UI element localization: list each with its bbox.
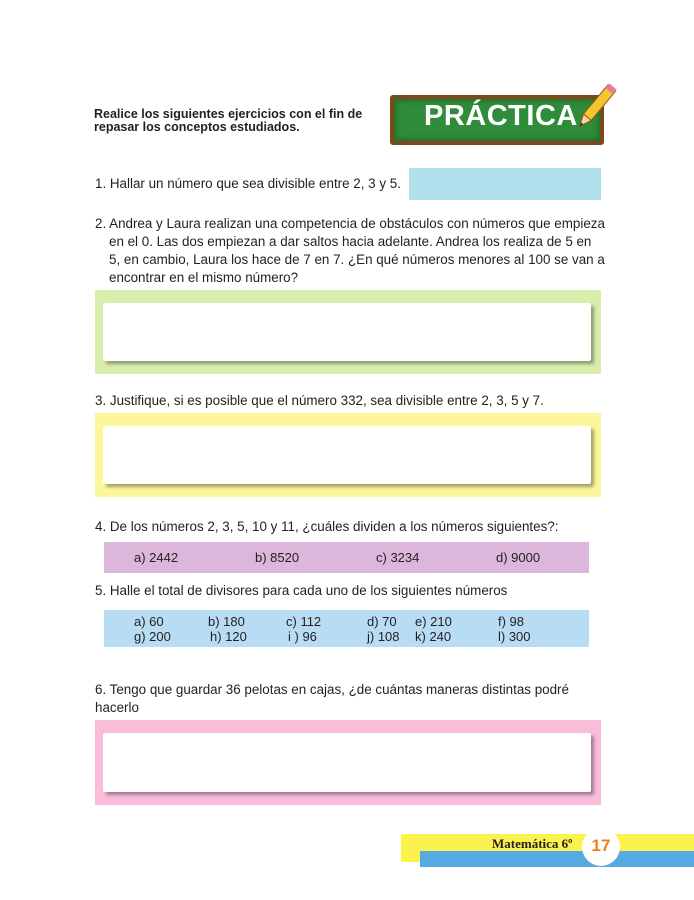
answer-box-1[interactable]	[409, 168, 601, 200]
option-b: b) 180	[208, 614, 245, 629]
question-1: 1. Hallar un número que sea divisible entre 2, 3 y 5.	[95, 176, 401, 191]
answer-area-6[interactable]	[103, 733, 591, 792]
option-e: e) 210	[415, 614, 452, 629]
question-4-options	[104, 542, 589, 573]
option-c: c) 112	[286, 614, 322, 629]
option-g: g) 200	[134, 629, 171, 644]
question-3: 3. Justifique, si es posible que el número 332, sea divisible entre 2, 3, 5 y 7.	[95, 393, 544, 408]
question-5: 5. Halle el total de divisores para cada uno de los siguientes números	[95, 583, 508, 598]
option-j: j) 108	[367, 629, 400, 644]
question-6-line-1: 6. Tengo que guardar 36 pelotas en cajas, ¿de cuántas maneras distintas podré hacerlo	[95, 682, 569, 715]
footer-band-blue	[420, 851, 694, 867]
answer-area-2[interactable]	[103, 303, 591, 361]
option-a: a) 60	[134, 614, 164, 629]
option-b: b) 8520	[255, 550, 300, 565]
practice-title: PRÁCTICA	[424, 100, 578, 132]
answer-area-3[interactable]	[103, 426, 591, 484]
option-k: k) 240	[415, 629, 452, 644]
option-f: f) 98	[498, 614, 525, 629]
option-d: d) 70	[367, 614, 397, 629]
page-number: 17	[591, 836, 611, 855]
answer-frame-2	[95, 290, 601, 374]
question-2-line-1: 2. Andrea y Laura realizan una competencia de obstáculos con números que empieza	[95, 216, 605, 231]
instructions-text: Realice los siguientes ejercicios con el fin de repasar los conceptos estudiados.	[94, 107, 363, 134]
option-c: c) 3234	[376, 550, 420, 565]
answer-frame-3	[95, 413, 601, 497]
footer-subject: Matemática 6º	[492, 836, 573, 851]
pencil-icon	[570, 80, 620, 136]
option-h: h) 120	[210, 629, 247, 644]
option-a: a) 2442	[134, 550, 179, 565]
option-d: d) 9000	[496, 550, 541, 565]
question-2-continuation: en el 0. Las dos empiezan a dar saltos hacia adelante. Andrea los realiza de 5 en 5, en cambio, Laura los hace de 7 en 7. ¿En qué números menores al 100 se van a encontrar en el mismo número?	[109, 234, 605, 285]
question-2	[95, 215, 605, 287]
answer-frame-6	[95, 720, 601, 805]
option-i: i ) 96	[288, 629, 317, 644]
question-4: 4. De los números 2, 3, 5, 10 y 11, ¿cuáles dividen a los números siguientes?:	[95, 519, 559, 534]
question-5-options	[104, 610, 589, 647]
option-l: l) 300	[498, 629, 531, 644]
